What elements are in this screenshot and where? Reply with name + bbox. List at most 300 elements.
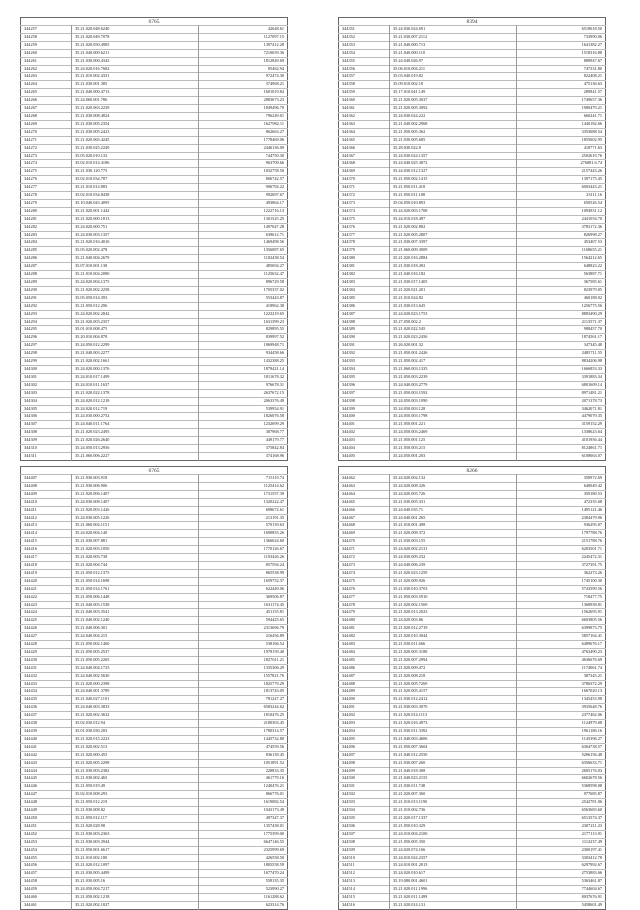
code-cell: 35.24.020.010.617 bbox=[390, 870, 517, 878]
table-row bbox=[21, 73, 288, 81]
amount-cell: 2307211.23 bbox=[517, 822, 606, 830]
code-cell: 35.21.020.016.4016 bbox=[72, 239, 199, 247]
row-id-cell: 344409 bbox=[21, 490, 72, 498]
row-id-cell: 344371 bbox=[339, 184, 390, 192]
row-id-cell: 344369 bbox=[339, 168, 390, 176]
amount-cell: 1677470.24 bbox=[199, 870, 288, 878]
row-id-cell: 344274 bbox=[21, 160, 72, 168]
row-id-cell: 344422 bbox=[21, 593, 72, 601]
code-cell: 35.21.010.014.883 bbox=[72, 184, 199, 192]
table-row bbox=[339, 286, 606, 294]
table-row bbox=[339, 381, 606, 389]
row-id-cell: 344356 bbox=[339, 65, 390, 73]
table-row bbox=[339, 561, 606, 569]
amount-cell: 7744604.67 bbox=[517, 886, 606, 894]
code-cell: 35.21.020.000.455 bbox=[72, 751, 199, 759]
table-row bbox=[339, 120, 606, 128]
table-row bbox=[339, 577, 606, 585]
amount-cell: 857594.24 bbox=[199, 561, 288, 569]
amount-cell: 375842.84 bbox=[199, 445, 288, 453]
table-row bbox=[21, 413, 288, 421]
amount-cell: 1797788.76 bbox=[517, 530, 606, 538]
code-cell: 35.19.080.001.4601 bbox=[390, 878, 517, 886]
amount-cell: 3783172.36 bbox=[517, 223, 606, 231]
table-row bbox=[21, 862, 288, 870]
code-cell: 35.21.040.003.1538 bbox=[72, 601, 199, 609]
row-id-cell: 344454 bbox=[21, 846, 72, 854]
row-id-cell: 344420 bbox=[21, 577, 72, 585]
code-cell: 35.21.010.001.498 bbox=[390, 522, 517, 530]
row-id-cell: 344441 bbox=[21, 743, 72, 751]
table-row bbox=[339, 878, 606, 886]
row-id-cell: 344492 bbox=[339, 712, 390, 720]
table-row bbox=[339, 886, 606, 894]
code-cell: 35.21.050.010.329 bbox=[390, 822, 517, 830]
code-cell: 35.21.020.016.4973 bbox=[390, 720, 517, 728]
table-row bbox=[21, 664, 288, 672]
table-row bbox=[21, 814, 288, 822]
table-row bbox=[339, 704, 606, 712]
table-row bbox=[339, 350, 606, 358]
row-id-cell: 344405 bbox=[339, 452, 390, 460]
amount-cell: 8834206.98 bbox=[517, 358, 606, 366]
amount-cell: 2446136.09 bbox=[199, 144, 288, 152]
table-row bbox=[21, 302, 288, 310]
amount-cell: 3159152.29 bbox=[517, 421, 606, 429]
row-id-cell: 344502 bbox=[339, 791, 390, 799]
table-row bbox=[339, 475, 606, 483]
row-id-cell: 344482 bbox=[339, 633, 390, 641]
row-id-cell: 344431 bbox=[21, 664, 72, 672]
row-id-cell: 344393 bbox=[339, 358, 390, 366]
row-id-cell: 344463 bbox=[339, 482, 390, 490]
table-row bbox=[21, 26, 288, 34]
amount-cell: 460188.02 bbox=[517, 294, 606, 302]
amount-cell: 1051891.52 bbox=[199, 759, 288, 767]
code-cell: 35.21.020.002.2258 bbox=[72, 286, 199, 294]
amount-cell: 1497047.28 bbox=[199, 223, 288, 231]
row-id-cell: 344410 bbox=[21, 498, 72, 506]
row-id-cell: 344423 bbox=[21, 601, 72, 609]
code-cell: 35.24.020.000.1376 bbox=[72, 365, 199, 373]
row-id-cell: 344351 bbox=[339, 26, 390, 34]
amount-cell: 744750.30 bbox=[199, 152, 288, 160]
code-cell: 35.10.040.043.4095 bbox=[72, 199, 199, 207]
amount-cell: 839997.52 bbox=[199, 334, 288, 342]
table-row bbox=[339, 199, 606, 207]
row-id-cell: 344416 bbox=[21, 546, 72, 554]
row-id-cell: 344380 bbox=[339, 255, 390, 263]
table-row bbox=[339, 358, 606, 366]
amount-cell: 1440182.66 bbox=[517, 120, 606, 128]
code-cell: 35.21.020.005.4157 bbox=[390, 688, 517, 696]
row-id-cell: 344480 bbox=[339, 617, 390, 625]
table-panel-top-left bbox=[20, 17, 288, 461]
code-cell: 35.24.020.016.7682 bbox=[72, 65, 199, 73]
row-id-cell: 344273 bbox=[21, 152, 72, 160]
row-id-cell: 344447 bbox=[21, 791, 72, 799]
row-id-cell: 344267 bbox=[21, 105, 72, 113]
amount-cell: 2883673.23 bbox=[199, 97, 288, 105]
code-cell: 35.21.020.014.131 bbox=[390, 901, 517, 909]
amount-cell: 6647146.55 bbox=[199, 838, 288, 846]
row-id-cell: 344396 bbox=[339, 381, 390, 389]
amount-cell: 639612.71 bbox=[199, 231, 288, 239]
code-cell: 35.21.050.011.188 bbox=[390, 192, 517, 200]
amount-cell: 1659752.37 bbox=[199, 577, 288, 585]
table-row bbox=[339, 413, 606, 421]
amount-cell: 1518316.88 bbox=[517, 49, 606, 57]
amount-cell: 216456.89 bbox=[199, 633, 288, 641]
code-cell: 35.24.020.005.726 bbox=[390, 490, 517, 498]
table-row bbox=[339, 688, 606, 696]
amount-cell: 1445732.80 bbox=[199, 735, 288, 743]
row-id-cell: 344281 bbox=[21, 215, 72, 223]
table-row bbox=[21, 633, 288, 641]
amount-cell: 1812849.69 bbox=[199, 57, 288, 65]
table-row bbox=[339, 97, 606, 105]
table-row bbox=[21, 482, 288, 490]
row-id-cell: 344265 bbox=[21, 89, 72, 97]
amount-cell: 1562695.91 bbox=[517, 609, 606, 617]
code-cell: 35.21.040.003.2277 bbox=[72, 350, 199, 358]
code-cell: 35.24.020.002.132 bbox=[390, 475, 517, 483]
row-id-cell: 344268 bbox=[21, 112, 72, 120]
amount-cell: 418771.63 bbox=[517, 144, 606, 152]
code-cell: 35.21.020.015.2223 bbox=[72, 735, 199, 743]
code-cell: 35.21.020.009.472 bbox=[390, 664, 517, 672]
amount-cell: 475136.63 bbox=[517, 81, 606, 89]
row-id-cell: 344462 bbox=[339, 475, 390, 483]
table-row bbox=[339, 223, 606, 231]
amount-cell: 6304738.57 bbox=[517, 743, 606, 751]
table-row bbox=[21, 830, 288, 838]
table-row bbox=[21, 310, 288, 318]
code-cell: 35.21.050.003.5910 bbox=[390, 593, 517, 601]
code-cell: 35.21.020.026.2640 bbox=[72, 437, 199, 445]
code-cell: 35.21.030.007.3397 bbox=[390, 239, 517, 247]
row-id-cell: 344373 bbox=[339, 199, 390, 207]
amount-cell: 1338623.64 bbox=[517, 429, 606, 437]
amount-cell: 1749657.36 bbox=[517, 97, 606, 105]
amount-cell: 1826076.58 bbox=[199, 413, 288, 421]
code-cell: 35.24.030.012.1327 bbox=[390, 168, 517, 176]
amount-cell: 7210659.36 bbox=[199, 49, 288, 57]
code-cell: 35.21.010.004.2080 bbox=[72, 271, 199, 279]
amount-cell: 1825779.29 bbox=[199, 680, 288, 688]
row-id-cell: 344450 bbox=[21, 814, 72, 822]
code-cell: 35.24.030.009.232 bbox=[390, 554, 517, 562]
row-id-cell: 344434 bbox=[21, 688, 72, 696]
table-row bbox=[339, 263, 606, 271]
code-cell: 35.21.020.011.1499 bbox=[390, 894, 517, 902]
code-cell: 35.24.020.004.140 bbox=[72, 530, 199, 538]
table-row bbox=[339, 33, 606, 41]
row-id-cell: 344295 bbox=[21, 326, 72, 334]
table-row bbox=[21, 538, 288, 546]
table-row bbox=[339, 373, 606, 381]
row-id-cell: 344305 bbox=[21, 405, 72, 413]
row-id-cell: 344473 bbox=[339, 561, 390, 569]
code-cell: 35.21.020.050.4985 bbox=[72, 41, 199, 49]
row-id-cell: 344459 bbox=[21, 886, 72, 894]
row-id-cell: 344402 bbox=[339, 429, 390, 437]
table-row bbox=[339, 326, 606, 334]
code-cell: 35.02.010.034.787 bbox=[72, 176, 199, 184]
code-cell: 35.21.050.005.350 bbox=[390, 838, 517, 846]
code-cell: 35.21.050.007.3604 bbox=[390, 743, 517, 751]
code-cell: 35.17.010.041.149 bbox=[390, 89, 517, 97]
table-row bbox=[21, 112, 288, 120]
row-id-cell: 344485 bbox=[339, 656, 390, 664]
table-row bbox=[339, 870, 606, 878]
code-cell: 35.21.020.022.1378 bbox=[72, 389, 199, 397]
amount-cell: 5458601.49 bbox=[517, 901, 606, 909]
amount-cell: 472335.68 bbox=[517, 498, 606, 506]
table-row bbox=[339, 57, 606, 65]
table-row bbox=[339, 397, 606, 405]
table-row bbox=[21, 767, 288, 775]
table-row bbox=[21, 759, 288, 767]
code-cell: 35.27.050.002.2 bbox=[390, 318, 517, 326]
amount-cell: 1495121.46 bbox=[517, 506, 606, 514]
table-row bbox=[21, 41, 288, 49]
amount-cell: 5363461.87 bbox=[517, 878, 606, 886]
table-row bbox=[21, 506, 288, 514]
row-id-cell: 344363 bbox=[339, 120, 390, 128]
amount-cell: 5368598.08 bbox=[517, 783, 606, 791]
table-row bbox=[339, 49, 606, 57]
row-id-cell: 344400 bbox=[339, 413, 390, 421]
table-row bbox=[21, 696, 288, 704]
row-id-cell: 344379 bbox=[339, 247, 390, 255]
row-id-cell: 344372 bbox=[339, 192, 390, 200]
table-row bbox=[21, 728, 288, 736]
table-row bbox=[21, 601, 288, 609]
table-row bbox=[21, 593, 288, 601]
amount-cell: 796249.01 bbox=[199, 112, 288, 120]
code-cell: 35.24.010.011.1637 bbox=[72, 381, 199, 389]
row-id-cell: 344277 bbox=[21, 184, 72, 192]
amount-cell: 1961186.16 bbox=[517, 728, 606, 736]
row-id-cell: 344493 bbox=[339, 720, 390, 728]
row-id-cell: 344469 bbox=[339, 530, 390, 538]
table-row bbox=[339, 648, 606, 656]
row-id-cell: 344390 bbox=[339, 334, 390, 342]
row-id-cell: 344494 bbox=[339, 728, 390, 736]
row-id-cell: 344283 bbox=[21, 231, 72, 239]
table-row bbox=[21, 680, 288, 688]
code-cell: 35.21.030.005.16 bbox=[72, 878, 199, 886]
code-cell: 35.26.020.001.32 bbox=[390, 342, 517, 350]
code-cell: 35.24.020.002.2842 bbox=[72, 310, 199, 318]
amount-cell: 865538.99 bbox=[199, 569, 288, 577]
row-id-cell: 344275 bbox=[21, 168, 72, 176]
code-cell: 35.21.020.002.882 bbox=[390, 223, 517, 231]
row-id-cell: 344456 bbox=[21, 862, 72, 870]
amount-cell: 1397412.28 bbox=[199, 41, 288, 49]
amount-cell: 1805558.59 bbox=[199, 862, 288, 870]
row-id-cell: 344387 bbox=[339, 310, 390, 318]
table-row bbox=[21, 625, 288, 633]
table-row bbox=[21, 429, 288, 437]
amount-cell: 485694.27 bbox=[199, 263, 288, 271]
row-id-cell: 344259 bbox=[21, 41, 72, 49]
row-id-cell: 344367 bbox=[339, 152, 390, 160]
code-cell: 35.21.040.023.2155 bbox=[390, 775, 517, 783]
amount-cell: 829895.55 bbox=[199, 326, 288, 334]
code-cell: 35.02.010.014.4186 bbox=[72, 160, 199, 168]
amount-cell: 988457.70 bbox=[517, 326, 606, 334]
amount-cell: 1780314.57 bbox=[199, 728, 288, 736]
code-cell: 35.21.050.002.1460 bbox=[72, 641, 199, 649]
amount-cell: 6003443.21 bbox=[517, 184, 606, 192]
code-cell: 35.01.010.008.475 bbox=[72, 326, 199, 334]
code-cell: 35.21.040.016.182 bbox=[390, 271, 517, 279]
amount-cell: 369506.87 bbox=[199, 593, 288, 601]
row-id-cell: 344257 bbox=[21, 26, 72, 34]
amount-cell: 4763490.23 bbox=[517, 648, 606, 656]
table-row bbox=[339, 783, 606, 791]
code-cell: 35.21.040.000.4713 bbox=[72, 89, 199, 97]
table-row bbox=[339, 680, 606, 688]
amount-cell: 1112237.49 bbox=[517, 838, 606, 846]
amount-cell: 3727391.75 bbox=[517, 561, 606, 569]
code-cell: 35.21.020.003.1426 bbox=[72, 506, 199, 514]
amount-cell: 474559.56 bbox=[199, 743, 288, 751]
code-cell: 35.21.030.010.3703 bbox=[390, 585, 517, 593]
code-cell: 35.21.020.003.1050 bbox=[72, 546, 199, 554]
amount-cell: 1978159.40 bbox=[199, 648, 288, 656]
amount-cell: 733990.06 bbox=[517, 33, 606, 41]
table-row bbox=[339, 65, 606, 73]
data-table bbox=[20, 474, 288, 910]
table-row bbox=[339, 215, 606, 223]
row-id-cell: 344262 bbox=[21, 65, 72, 73]
code-cell: 35.21.020.002.1569 bbox=[390, 601, 517, 609]
code-cell: 35.21.030.025.2249 bbox=[72, 144, 199, 152]
code-cell: 35.21.030.006.906 bbox=[72, 482, 199, 490]
code-cell: 35.24.040.025.3872 bbox=[390, 160, 517, 168]
code-cell: 35.21.030.005.331 bbox=[390, 498, 517, 506]
table-row bbox=[21, 192, 288, 200]
table-row bbox=[21, 223, 288, 231]
row-id-cell: 344388 bbox=[339, 318, 390, 326]
code-cell: 35.24.050.013.2956 bbox=[72, 445, 199, 453]
amount-cell: 1778469.06 bbox=[199, 136, 288, 144]
code-cell: 35.24.040.004.1725 bbox=[72, 664, 199, 672]
code-cell: 35.24.030.024.222 bbox=[390, 112, 517, 120]
row-id-cell: 344497 bbox=[339, 751, 390, 759]
table-row bbox=[21, 176, 288, 184]
amount-cell: 8124861.71 bbox=[517, 445, 606, 453]
data-table bbox=[338, 25, 606, 461]
amount-cell: 826998.27 bbox=[517, 231, 606, 239]
table-row bbox=[21, 97, 288, 105]
code-cell: 35.21.010.024.82 bbox=[390, 294, 517, 302]
table-row bbox=[339, 310, 606, 318]
row-id-cell: 344407 bbox=[21, 475, 72, 483]
row-id-cell: 344481 bbox=[339, 625, 390, 633]
amount-cell: 4101956.44 bbox=[517, 437, 606, 445]
row-id-cell: 344278 bbox=[21, 192, 72, 200]
table-row bbox=[339, 530, 606, 538]
code-cell: 35.24.060.001.786 bbox=[72, 97, 199, 105]
row-id-cell: 344468 bbox=[339, 522, 390, 530]
code-cell: 35.24.040.006.239 bbox=[390, 561, 517, 569]
table-row bbox=[21, 184, 288, 192]
row-id-cell: 344479 bbox=[339, 609, 390, 617]
row-id-cell: 344291 bbox=[21, 294, 72, 302]
row-id-cell: 344399 bbox=[339, 405, 390, 413]
row-id-cell: 344471 bbox=[339, 546, 390, 554]
amount-cell: 451155.81 bbox=[199, 609, 288, 617]
amount-cell: 1145396.27 bbox=[517, 735, 606, 743]
table-row bbox=[339, 751, 606, 759]
amount-cell: 1174061.74 bbox=[517, 664, 606, 672]
row-id-cell: 344359 bbox=[339, 89, 390, 97]
table-row bbox=[21, 81, 288, 89]
row-id-cell: 344378 bbox=[339, 239, 390, 247]
amount-cell: 1102438.54 bbox=[199, 255, 288, 263]
amount-cell: 307968.77 bbox=[199, 429, 288, 437]
amount-cell: 2180303.45 bbox=[199, 720, 288, 728]
row-id-cell: 344442 bbox=[21, 751, 72, 759]
table-row bbox=[21, 870, 288, 878]
code-cell: 35.24.040.004.215 bbox=[72, 633, 199, 641]
table-row bbox=[21, 720, 288, 728]
amount-cell: 4636676.69 bbox=[517, 656, 606, 664]
row-id-cell: 344439 bbox=[21, 728, 72, 736]
row-id-cell: 344395 bbox=[339, 373, 390, 381]
amount-cell: 367585.61 bbox=[517, 279, 606, 287]
code-cell: 35.21.020.009.926 bbox=[390, 577, 517, 585]
amount-cell: 888947.67 bbox=[517, 57, 606, 65]
code-cell: 35.21.010.002.180 bbox=[72, 854, 199, 862]
row-id-cell: 344458 bbox=[21, 878, 72, 886]
table-row bbox=[21, 577, 288, 585]
table-row bbox=[339, 538, 606, 546]
amount-cell: 896729.58 bbox=[199, 279, 288, 287]
row-id-cell: 344358 bbox=[339, 81, 390, 89]
code-cell: 35.24.050.003.1090 bbox=[390, 397, 517, 405]
panel-title: 6765 bbox=[20, 17, 288, 25]
table-row bbox=[339, 389, 606, 397]
row-id-cell: 344445 bbox=[21, 775, 72, 783]
code-cell: 35.24.050.012.2299 bbox=[72, 342, 199, 350]
table-row bbox=[339, 743, 606, 751]
amount-cell: 8883490.29 bbox=[517, 310, 606, 318]
row-id-cell: 344478 bbox=[339, 601, 390, 609]
code-cell: 35.21.020.017.1337 bbox=[390, 814, 517, 822]
code-cell: 35.21.030.011.666 bbox=[390, 641, 517, 649]
row-id-cell: 344435 bbox=[21, 696, 72, 704]
row-id-cell: 344279 bbox=[21, 199, 72, 207]
amount-cell: 977685.87 bbox=[517, 791, 606, 799]
table-row bbox=[21, 128, 288, 136]
table-row bbox=[339, 207, 606, 215]
table-row bbox=[21, 490, 288, 498]
table-row bbox=[21, 365, 288, 373]
table-row bbox=[21, 247, 288, 255]
code-cell: 35.21.050.012.219 bbox=[72, 799, 199, 807]
amount-cell: 350180.53 bbox=[517, 490, 606, 498]
table-row bbox=[339, 318, 606, 326]
table-row bbox=[339, 585, 606, 593]
code-cell: 35.21.030.011.748 bbox=[390, 783, 517, 791]
code-cell: 35.01.030.030.203 bbox=[72, 728, 199, 736]
row-id-cell: 344506 bbox=[339, 822, 390, 830]
